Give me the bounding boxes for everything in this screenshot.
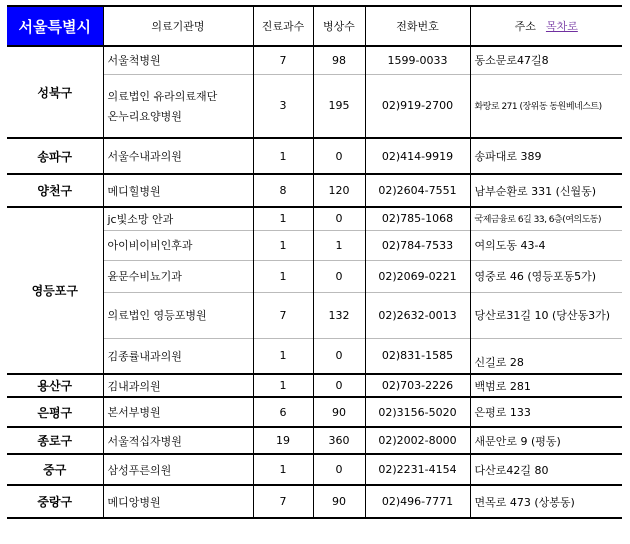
address: 백범로 281 xyxy=(470,374,622,397)
address: 신길로 28 xyxy=(470,338,622,374)
col-header-beds: 병상수 xyxy=(313,6,365,46)
hospital-table-container xyxy=(7,5,622,519)
address: 은평로 133 xyxy=(470,397,622,427)
bed-count: 0 xyxy=(313,207,365,230)
phone-number: 02)2231-4154 xyxy=(365,454,470,485)
district-cell: 양천구 xyxy=(7,174,103,207)
dept-count: 3 xyxy=(253,74,313,138)
hospital-name: 서울척병원 xyxy=(103,46,253,74)
address: 다산로42길 80 xyxy=(470,454,622,485)
table-row xyxy=(7,454,622,485)
dept-count: 19 xyxy=(253,427,313,454)
address: 동소문로47길8 xyxy=(470,46,622,74)
hospital-name: 메디앙병원 xyxy=(103,485,253,518)
table-row xyxy=(7,397,622,427)
hospital-name: jc빛소망 안과 xyxy=(103,207,253,230)
dept-count: 1 xyxy=(253,454,313,485)
col-header-address xyxy=(470,6,622,46)
city-title: 서울특별시 xyxy=(7,6,103,46)
table-row xyxy=(7,174,622,207)
dept-count: 8 xyxy=(253,174,313,207)
district-cell: 종로구 xyxy=(7,427,103,454)
hospital-name: 윤문수비뇨기과 xyxy=(103,260,253,292)
district-cell: 송파구 xyxy=(7,138,103,174)
district-cell: 영등포구 xyxy=(7,207,103,374)
district-cell: 성북구 xyxy=(7,46,103,138)
hospital-name: 의료법인 유라의료재단 xyxy=(107,89,218,103)
col-header-depts: 진료과수 xyxy=(253,6,313,46)
district-cell: 은평구 xyxy=(7,397,103,427)
phone-number: 02)414-9919 xyxy=(365,138,470,174)
phone-number: 1599-0033 xyxy=(365,46,470,74)
district-cell: 중랑구 xyxy=(7,485,103,518)
address: 면목로 473 (상봉동) xyxy=(470,485,622,518)
bed-count: 0 xyxy=(313,338,365,374)
phone-number: 02)3156-5020 xyxy=(365,397,470,427)
hospital-table xyxy=(7,5,622,519)
hospital-name: 서울적십자병원 xyxy=(103,427,253,454)
bed-count: 90 xyxy=(313,397,365,427)
address: 영중로 46 (영등포동5가) xyxy=(470,260,622,292)
address: 국제금융로 6길 33, 6층(여의도동) xyxy=(470,207,622,230)
phone-number: 02)2002-8000 xyxy=(365,427,470,454)
bed-count: 1 xyxy=(313,230,365,260)
toc-link[interactable]: 목차로 xyxy=(545,20,578,33)
hospital-name: 본서부병원 xyxy=(103,397,253,427)
bed-count: 360 xyxy=(313,427,365,454)
bed-count: 0 xyxy=(313,374,365,397)
dept-count: 1 xyxy=(253,230,313,260)
col-header-address-label: 주소 xyxy=(514,20,536,33)
address: 남부순환로 331 (신월동) xyxy=(470,174,622,207)
header-row xyxy=(7,6,622,46)
table-row xyxy=(7,374,622,397)
dept-count: 1 xyxy=(253,138,313,174)
hospital-name-line2: 온누리요양병원 xyxy=(107,109,182,123)
dept-count: 1 xyxy=(253,374,313,397)
dept-count: 1 xyxy=(253,260,313,292)
address: 송파대로 389 xyxy=(470,138,622,174)
table-row xyxy=(7,207,622,230)
table-row xyxy=(7,485,622,518)
address: 여의도동 43-4 xyxy=(470,230,622,260)
bed-count: 132 xyxy=(313,292,365,338)
address: 화랑로 271 (장위동 동원베네스트) xyxy=(470,74,622,138)
district-cell: 용산구 xyxy=(7,374,103,397)
bed-count: 90 xyxy=(313,485,365,518)
dept-count: 1 xyxy=(253,338,313,374)
district-cell: 중구 xyxy=(7,454,103,485)
hospital-name: 의료법인 영등포병원 xyxy=(103,292,253,338)
hospital-name: 메디힐병원 xyxy=(103,174,253,207)
phone-number: 02)2632-0013 xyxy=(365,292,470,338)
bed-count: 98 xyxy=(313,46,365,74)
hospital-name: 삼성푸른의원 xyxy=(103,454,253,485)
col-header-name: 의료기관명 xyxy=(103,6,253,46)
dept-count: 1 xyxy=(253,207,313,230)
phone-number: 02)785-1068 xyxy=(365,207,470,230)
hospital-name-cell xyxy=(103,74,253,138)
phone-number: 02)703-2226 xyxy=(365,374,470,397)
phone-number: 02)2069-0221 xyxy=(365,260,470,292)
bed-count: 0 xyxy=(313,454,365,485)
bed-count: 120 xyxy=(313,174,365,207)
phone-number: 02)919-2700 xyxy=(365,74,470,138)
table-row xyxy=(7,427,622,454)
address: 새문안로 9 (평동) xyxy=(470,427,622,454)
bed-count: 0 xyxy=(313,260,365,292)
bed-count: 195 xyxy=(313,74,365,138)
address: 당산로31길 10 (당산동3가) xyxy=(470,292,622,338)
table-row xyxy=(7,138,622,174)
dept-count: 7 xyxy=(253,292,313,338)
phone-number: 02)2604-7551 xyxy=(365,174,470,207)
col-header-phone: 전화번호 xyxy=(365,6,470,46)
bed-count: 0 xyxy=(313,138,365,174)
dept-count: 7 xyxy=(253,485,313,518)
hospital-name: 서울수내과의원 xyxy=(103,138,253,174)
table-row xyxy=(7,46,622,74)
hospital-name: 김종률내과의원 xyxy=(103,338,253,374)
phone-number: 02)784-7533 xyxy=(365,230,470,260)
dept-count: 6 xyxy=(253,397,313,427)
phone-number: 02)496-7771 xyxy=(365,485,470,518)
phone-number: 02)831-1585 xyxy=(365,338,470,374)
hospital-name: 아이비이비인후과 xyxy=(103,230,253,260)
dept-count: 7 xyxy=(253,46,313,74)
hospital-name: 김내과의원 xyxy=(103,374,253,397)
